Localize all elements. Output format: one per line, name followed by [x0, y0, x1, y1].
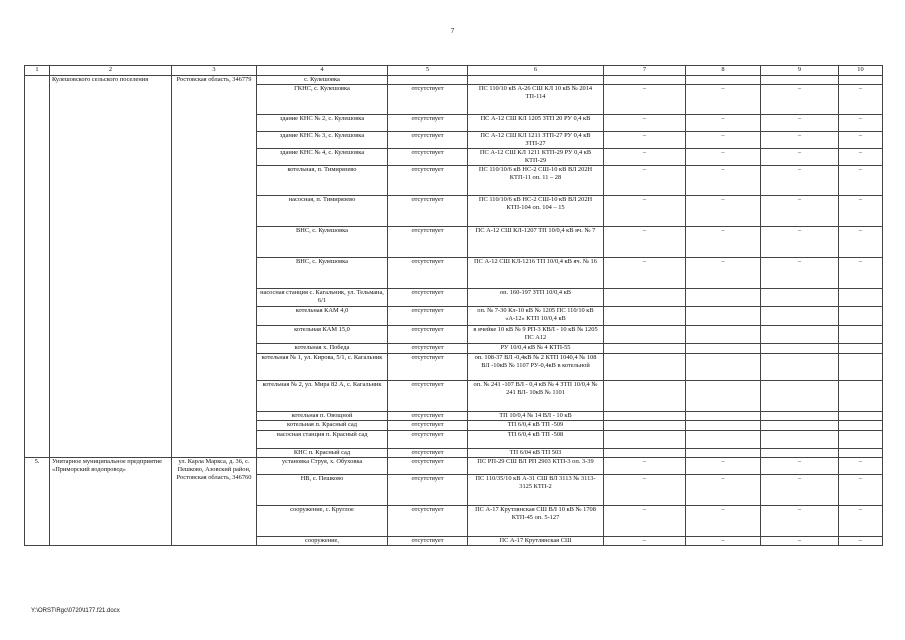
value-cell — [686, 381, 761, 412]
facility-cell: здание КНС № 4, с. Кулешовка — [257, 149, 388, 166]
page-number: 7 — [450, 27, 455, 35]
facility-cell: ВНС, с. Кулешовка — [257, 227, 388, 258]
value-cell — [761, 412, 839, 421]
column-number: 6 — [468, 66, 604, 76]
power-source-cell: ПС А-12 СШ КЛ-1216 ТП 10/0,4 кВ яч. № 16 — [468, 258, 604, 289]
facility-cell: котельная п. Красный сад — [257, 421, 388, 431]
facility-cell: котельная п. Овощной — [257, 412, 388, 421]
file-path-footer: Y:\ORST\Rgc\0720\t177.f21.docx — [31, 608, 120, 614]
power-source-cell: РУ 10/0,4 кВ № 4 КТП-55 — [468, 344, 604, 354]
value-cell — [839, 412, 883, 421]
value-cell: – — [839, 227, 883, 258]
power-source-cell: оп. 108-37 ВЛ -0,4кВ № 2 КТП 1040,4 № 108 ВЛ -10кВ № 1107 РУ-0,4кВ в котельной — [468, 354, 604, 381]
value-cell — [604, 326, 686, 344]
value-cell: – — [761, 132, 839, 149]
value-cell: – — [604, 258, 686, 289]
power-source-cell: ПС 110/35/10 кВ А-31 СШ ВЛ 3113 № 3113-3125 КТП-2 — [468, 475, 604, 506]
value-cell: – — [839, 258, 883, 289]
value-cell: – — [761, 85, 839, 115]
value-cell — [686, 344, 761, 354]
power-source-cell: ПС А-12 СШ КЛ 1211 КТП-29 РУ 0,4 кВ КТП-29 — [468, 149, 604, 166]
value-cell: – — [686, 132, 761, 149]
status-cell: отсутствует — [388, 506, 468, 537]
value-cell: – — [604, 166, 686, 196]
value-cell: – — [604, 132, 686, 149]
power-source-cell: ТП 6/0,4 кВ ТП -508 — [468, 431, 604, 449]
facility-cell: ВНС, с. Кулешовка — [257, 258, 388, 289]
organization-address-cell: ул. Карла Маркса, д. 36, с. Пешково, Азовский район, Ростовская область, 346760 — [172, 458, 257, 546]
value-cell — [761, 326, 839, 344]
power-source-cell: ПС 110/10/6 кВ НС-2 СШ-10 кВ ВЛ 202Н КТП-104 оп. 104 – 15 — [468, 196, 604, 227]
status-cell: отсутствует — [388, 458, 468, 475]
status-cell: отсутствует — [388, 431, 468, 449]
status-cell: отсутствует — [388, 449, 468, 458]
status-cell: отсутствует — [388, 132, 468, 149]
value-cell: – — [686, 258, 761, 289]
facility-cell: НВ, с. Пешково — [257, 475, 388, 506]
value-cell — [839, 307, 883, 326]
value-cell: – — [761, 166, 839, 196]
status-cell: отсутствует — [388, 421, 468, 431]
value-cell: – — [604, 85, 686, 115]
value-cell — [686, 326, 761, 344]
facility-cell: котельная № 2, ул. Мира 82 А, с. Кагальник — [257, 381, 388, 412]
value-cell — [839, 449, 883, 458]
facility-cell: котельная № 1, ул. Кирова, 5/1, с. Кагальник — [257, 354, 388, 381]
value-cell: – — [604, 227, 686, 258]
power-source-cell: ПС А-17 Крутлянская СШ ВЛ 10 кВ № 1708 КТП-45 оп. 5-127 — [468, 506, 604, 537]
power-source-cell: ТП 6/0,4 кВ ТП -509 — [468, 421, 604, 431]
value-cell: – — [604, 475, 686, 506]
organization-name-cell: Унитарное муниципальное предприятие «Приморский водопровод» — [50, 458, 172, 546]
status-cell: отсутствует — [388, 258, 468, 289]
power-source-cell: ПС 110/10 кВ А-26 СШ КЛ 10 кВ № 2014 ТП-114 — [468, 85, 604, 115]
power-source-cell: в ячейке 10 кВ № 9 РП-3 КВЛ - 10 кВ № 1205 ПС А12 — [468, 326, 604, 344]
value-cell — [761, 289, 839, 307]
value-cell — [604, 354, 686, 381]
status-cell: отсутствует — [388, 381, 468, 412]
value-cell: – — [686, 85, 761, 115]
power-source-cell: ПС РП-29 СШ ВЛ РП 2903 КТП-3 оп. 3-39 — [468, 458, 604, 475]
status-cell: отсутствует — [388, 412, 468, 421]
value-cell — [686, 431, 761, 449]
value-cell — [761, 307, 839, 326]
status-cell: отсутствует — [388, 166, 468, 196]
power-source-cell: ПС А-17 Крутлянская СШ — [468, 537, 604, 546]
value-cell — [604, 289, 686, 307]
value-cell — [604, 431, 686, 449]
column-number: 7 — [604, 66, 686, 76]
table-body — [25, 66, 883, 546]
status-cell: отсутствует — [388, 227, 468, 258]
value-cell — [686, 421, 761, 431]
value-cell: – — [686, 537, 761, 546]
status-cell: отсутствует — [388, 196, 468, 227]
value-cell: – — [839, 475, 883, 506]
value-cell: – — [686, 458, 761, 475]
facility-cell: с. Кулешовка — [257, 76, 388, 85]
column-number: 9 — [761, 66, 839, 76]
value-cell: – — [839, 196, 883, 227]
column-number: 2 — [50, 66, 172, 76]
value-cell — [604, 449, 686, 458]
power-source-cell: оп. № 7-30 Кл-10 кВ № 1205 ПС 110/10 кВ «А-12» КТП 10/0,4 кВ — [468, 307, 604, 326]
facility-cell: здание КНС № 2, с. Кулешовка — [257, 115, 388, 132]
value-cell — [686, 449, 761, 458]
value-cell: – — [761, 506, 839, 537]
value-cell — [761, 431, 839, 449]
status-cell: отсутствует — [388, 326, 468, 344]
status-cell: отсутствует — [388, 115, 468, 132]
value-cell — [604, 344, 686, 354]
table-row — [25, 458, 883, 475]
status-cell: отсутствует — [388, 344, 468, 354]
value-cell — [604, 421, 686, 431]
value-cell — [839, 381, 883, 412]
facility-cell: насосная станция с. Кагальник, ул. Тельмана, 6/1 — [257, 289, 388, 307]
value-cell: – — [604, 115, 686, 132]
power-source-cell: ПС А-12 СШ КЛ 1211 ЗТП-27 РУ 0,4 кВ ЗТП-27 — [468, 132, 604, 149]
value-cell — [761, 354, 839, 381]
value-cell: – — [604, 196, 686, 227]
value-cell — [761, 76, 839, 85]
value-cell: – — [839, 115, 883, 132]
value-cell: – — [604, 537, 686, 546]
value-cell: – — [604, 149, 686, 166]
value-cell — [604, 381, 686, 412]
value-cell: – — [839, 506, 883, 537]
row-number-cell — [25, 76, 50, 458]
value-cell: – — [761, 475, 839, 506]
value-cell: – — [686, 166, 761, 196]
row-number-cell: 5. — [25, 458, 50, 546]
value-cell: – — [686, 475, 761, 506]
value-cell — [839, 354, 883, 381]
facility-cell: насосная станция п. Красный сад — [257, 431, 388, 449]
column-number: 1 — [25, 66, 50, 76]
facility-cell: ГКНС, с. Кулешовка — [257, 85, 388, 115]
value-cell: – — [839, 166, 883, 196]
value-cell — [839, 431, 883, 449]
power-source-cell: ПС А-12 СШ КЛ 1205 ЗТП 20 РУ 0,4 кВ — [468, 115, 604, 132]
status-cell: отсутствует — [388, 289, 468, 307]
value-cell: – — [686, 115, 761, 132]
status-cell: отсутствует — [388, 85, 468, 115]
facility-cell: сооружение, — [257, 537, 388, 546]
column-number: 3 — [172, 66, 257, 76]
facility-cell: котельная, п. Тимирязево — [257, 166, 388, 196]
value-cell: – — [686, 227, 761, 258]
value-cell: – — [761, 258, 839, 289]
power-source-cell: оп. № 241 -107 ВЛ - 0,4 кВ № 4 ЗТП 10/0,4 № 241 ВЛ- 10кВ № 1101 — [468, 381, 604, 412]
status-cell: отсутствует — [388, 307, 468, 326]
value-cell: – — [604, 506, 686, 537]
value-cell — [839, 76, 883, 85]
value-cell — [839, 344, 883, 354]
organization-address-cell: Ростовская область, 346779 — [172, 76, 257, 458]
power-source-cell: ПС А-12 СШ КЛ-1207 ТП 10/0,4 кВ яч. № 7 — [468, 227, 604, 258]
value-cell: – — [686, 196, 761, 227]
status-cell: отсутствует — [388, 354, 468, 381]
facility-cell: установка Струя, х. Обуховка — [257, 458, 388, 475]
power-source-cell: ТП 10/0,4 № 14 ВЛ - 10 кВ — [468, 412, 604, 421]
status-cell — [388, 76, 468, 85]
value-cell: – — [839, 85, 883, 115]
column-number: 5 — [388, 66, 468, 76]
value-cell: – — [761, 196, 839, 227]
value-cell: – — [839, 458, 883, 475]
organization-name-cell: Кулешовского сельского поселения — [50, 76, 172, 458]
column-number-row — [25, 66, 883, 76]
value-cell — [686, 412, 761, 421]
value-cell: – — [761, 458, 839, 475]
status-cell: отсутствует — [388, 149, 468, 166]
facility-cell: сооружение, с. Круглое — [257, 506, 388, 537]
value-cell: – — [839, 537, 883, 546]
value-cell — [761, 344, 839, 354]
facility-cell: здание КНС № 3, с. Кулешовка — [257, 132, 388, 149]
value-cell — [686, 354, 761, 381]
value-cell — [761, 381, 839, 412]
facility-cell: котельная х. Победа — [257, 344, 388, 354]
value-cell — [604, 76, 686, 85]
value-cell — [686, 289, 761, 307]
value-cell: – — [761, 537, 839, 546]
value-cell: – — [761, 149, 839, 166]
value-cell — [839, 421, 883, 431]
facility-cell: насосная, п. Тимирязево — [257, 196, 388, 227]
status-cell: отсутствует — [388, 537, 468, 546]
column-number: 10 — [839, 66, 883, 76]
value-cell: – — [761, 227, 839, 258]
value-cell: – — [604, 458, 686, 475]
power-source-cell: ТП 6/04 кВ ТП 503 — [468, 449, 604, 458]
table-row — [25, 76, 883, 85]
value-cell: – — [686, 506, 761, 537]
power-source-cell: оп. 160-197 ЗТП 10/0,4 кВ — [468, 289, 604, 307]
document-table — [24, 65, 883, 546]
value-cell — [686, 307, 761, 326]
power-source-cell — [468, 76, 604, 85]
facility-cell: КНС п. Красный сад — [257, 449, 388, 458]
facility-cell: котельная КАМ 4,0 — [257, 307, 388, 326]
value-cell — [761, 449, 839, 458]
value-cell — [839, 289, 883, 307]
column-number: 8 — [686, 66, 761, 76]
value-cell — [604, 307, 686, 326]
value-cell — [686, 76, 761, 85]
value-cell — [604, 412, 686, 421]
value-cell — [839, 326, 883, 344]
power-source-cell: ПС 110/10/6 кВ НС-2 СШ-10 кВ ВЛ 202Н КТП-11 оп. 11 – 28 — [468, 166, 604, 196]
value-cell — [761, 421, 839, 431]
value-cell: – — [686, 149, 761, 166]
value-cell: – — [761, 115, 839, 132]
facility-cell: котельная КАМ 15,0 — [257, 326, 388, 344]
value-cell: – — [839, 132, 883, 149]
value-cell: – — [839, 149, 883, 166]
column-number: 4 — [257, 66, 388, 76]
status-cell: отсутствует — [388, 475, 468, 506]
